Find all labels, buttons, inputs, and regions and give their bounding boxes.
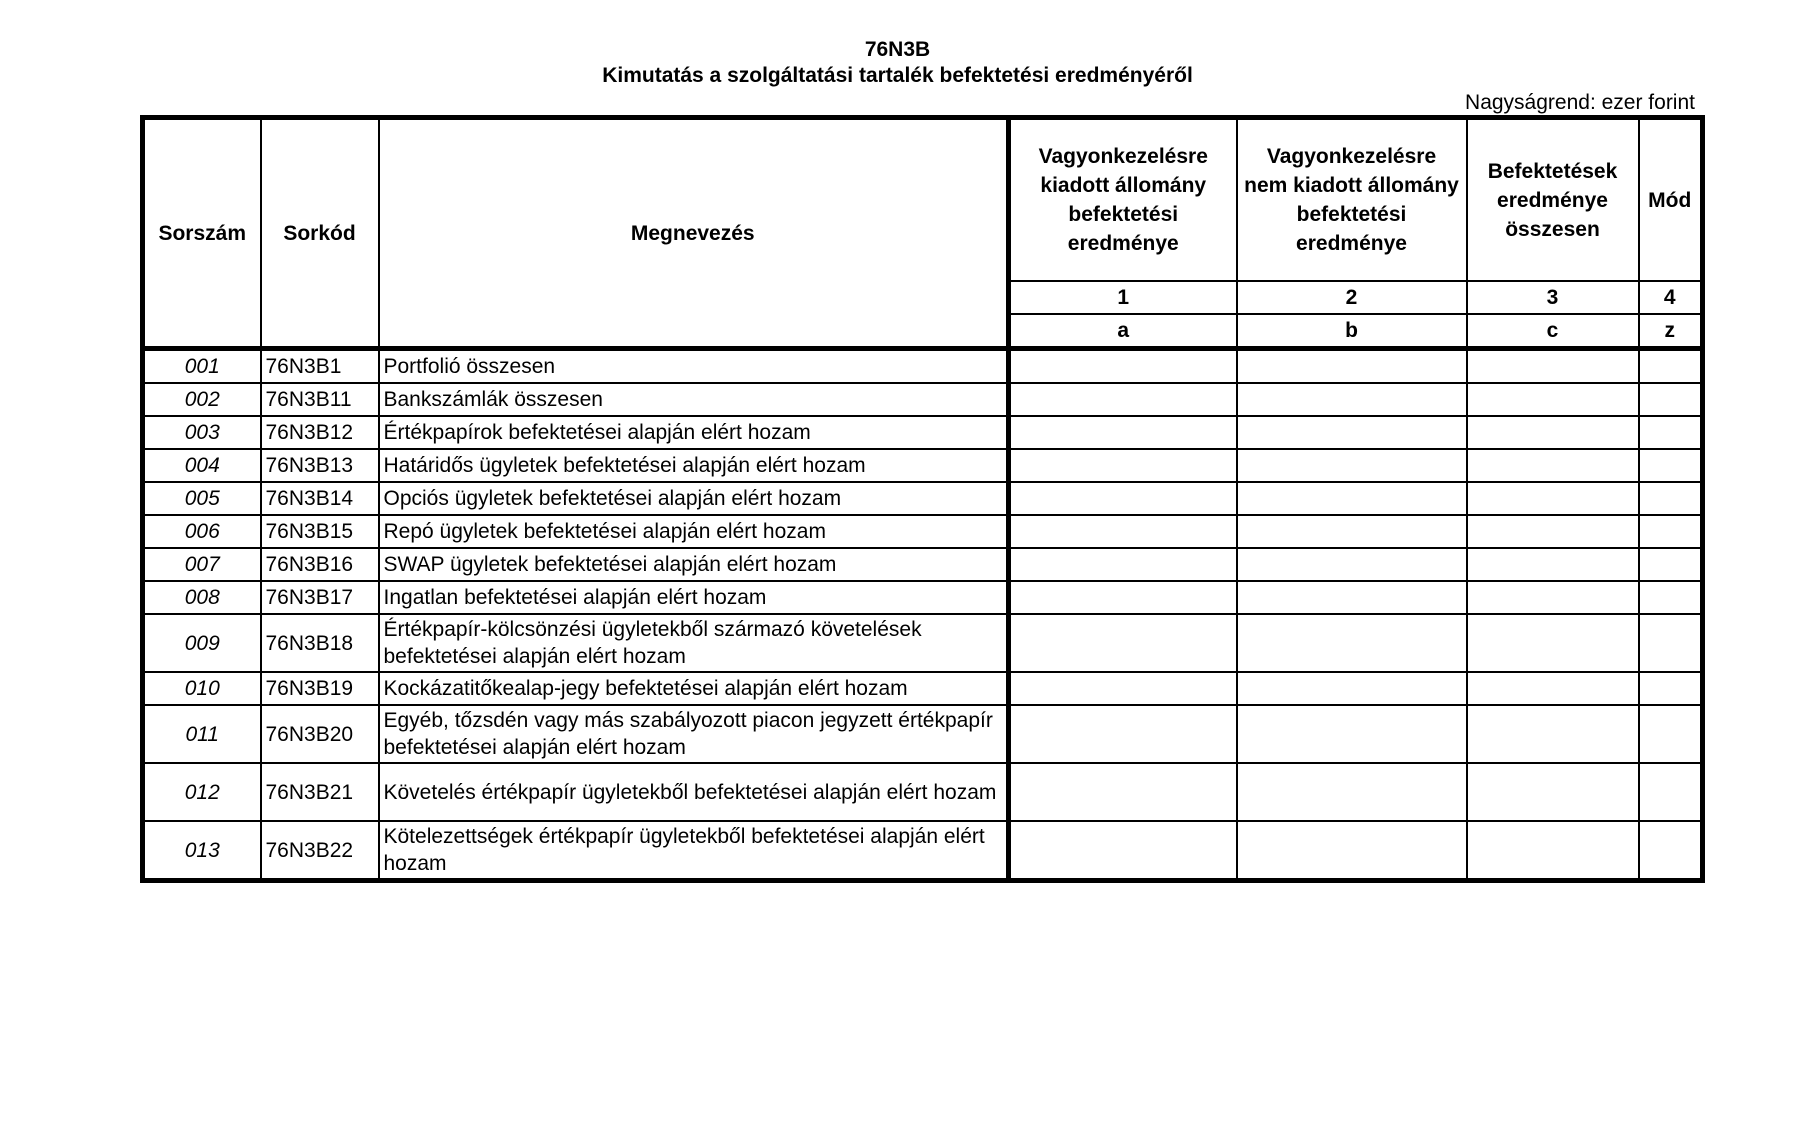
row-sorszam: 001 <box>143 349 261 384</box>
row-megnevezes: SWAP ügyletek befektetései alapján elért hozam <box>379 548 1009 581</box>
row-megnevezes: Kötelezettségek értékpapír ügyletekből befektetései alapján elért hozam <box>379 821 1009 881</box>
table-row <box>143 763 1703 821</box>
cell-z[interactable] <box>1639 383 1703 416</box>
col-header-sorkod: Sorkód <box>261 118 379 349</box>
cell-z[interactable] <box>1639 821 1703 881</box>
table-row <box>143 515 1703 548</box>
row-sorkod: 76N3B16 <box>261 548 379 581</box>
cell-a[interactable] <box>1009 383 1237 416</box>
table-row <box>143 672 1703 705</box>
cell-b[interactable] <box>1237 614 1467 672</box>
col-number-1: 1 <box>1009 281 1237 314</box>
cell-c[interactable] <box>1467 515 1639 548</box>
row-megnevezes: Követelés értékpapír ügyletekből befektetései alapján elért hozam <box>379 763 1009 821</box>
row-sorkod: 76N3B19 <box>261 672 379 705</box>
cell-a[interactable] <box>1009 581 1237 614</box>
cell-a[interactable] <box>1009 821 1237 881</box>
cell-c[interactable] <box>1467 672 1639 705</box>
cell-a[interactable] <box>1009 416 1237 449</box>
cell-c[interactable] <box>1467 614 1639 672</box>
col-header-c1: Vagyonkezelésre kiadott állomány befektetési eredménye <box>1009 118 1237 282</box>
row-megnevezes: Határidős ügyletek befektetései alapján elért hozam <box>379 449 1009 482</box>
col-header-c4: Mód <box>1639 118 1703 282</box>
cell-b[interactable] <box>1237 763 1467 821</box>
cell-z[interactable] <box>1639 349 1703 384</box>
row-sorszam: 006 <box>143 515 261 548</box>
cell-a[interactable] <box>1009 449 1237 482</box>
row-sorkod: 76N3B1 <box>261 349 379 384</box>
cell-z[interactable] <box>1639 672 1703 705</box>
cell-a[interactable] <box>1009 763 1237 821</box>
cell-z[interactable] <box>1639 416 1703 449</box>
cell-b[interactable] <box>1237 349 1467 384</box>
unit-label: Nagyságrend: ezer forint <box>1465 91 1695 114</box>
col-number-3: 3 <box>1467 281 1639 314</box>
cell-c[interactable] <box>1467 449 1639 482</box>
cell-c[interactable] <box>1467 349 1639 384</box>
row-sorkod: 76N3B11 <box>261 383 379 416</box>
col-number-2: 2 <box>1237 281 1467 314</box>
cell-a[interactable] <box>1009 672 1237 705</box>
row-sorkod: 76N3B22 <box>261 821 379 881</box>
cell-z[interactable] <box>1639 614 1703 672</box>
row-sorszam: 002 <box>143 383 261 416</box>
row-megnevezes: Portfolió összesen <box>379 349 1009 384</box>
row-sorkod: 76N3B20 <box>261 705 379 763</box>
col-letter-z: z <box>1639 314 1703 349</box>
cell-b[interactable] <box>1237 482 1467 515</box>
cell-b[interactable] <box>1237 581 1467 614</box>
row-sorszam: 011 <box>143 705 261 763</box>
row-sorszam: 009 <box>143 614 261 672</box>
table-row <box>143 416 1703 449</box>
cell-z[interactable] <box>1639 515 1703 548</box>
cell-a[interactable] <box>1009 482 1237 515</box>
row-sorkod: 76N3B17 <box>261 581 379 614</box>
cell-c[interactable] <box>1467 548 1639 581</box>
cell-b[interactable] <box>1237 515 1467 548</box>
row-sorszam: 010 <box>143 672 261 705</box>
row-megnevezes: Értékpapírok befektetései alapján elért hozam <box>379 416 1009 449</box>
cell-a[interactable] <box>1009 515 1237 548</box>
row-megnevezes: Bankszámlák összesen <box>379 383 1009 416</box>
cell-c[interactable] <box>1467 581 1639 614</box>
cell-b[interactable] <box>1237 821 1467 881</box>
row-megnevezes: Kockázatitőkealap-jegy befektetései alapján elért hozam <box>379 672 1009 705</box>
cell-a[interactable] <box>1009 705 1237 763</box>
col-header-megnevezes: Megnevezés <box>379 118 1009 349</box>
cell-z[interactable] <box>1639 705 1703 763</box>
row-sorkod: 76N3B12 <box>261 416 379 449</box>
cell-b[interactable] <box>1237 383 1467 416</box>
row-sorszam: 012 <box>143 763 261 821</box>
row-megnevezes: Repó ügyletek befektetései alapján elért hozam <box>379 515 1009 548</box>
row-sorszam: 005 <box>143 482 261 515</box>
row-megnevezes: Egyéb, tőzsdén vagy más szabályozott piacon jegyzett értékpapír befektetései alapján elért hozam <box>379 705 1009 763</box>
cell-b[interactable] <box>1237 548 1467 581</box>
table-row <box>143 482 1703 515</box>
col-letter-c: c <box>1467 314 1639 349</box>
cell-a[interactable] <box>1009 349 1237 384</box>
cell-z[interactable] <box>1639 449 1703 482</box>
report-table <box>140 115 1705 883</box>
row-megnevezes: Opciós ügyletek befektetései alapján elért hozam <box>379 482 1009 515</box>
cell-z[interactable] <box>1639 482 1703 515</box>
report-title: Kimutatás a szolgáltatási tartalék befektetési eredményéről <box>602 64 1193 87</box>
table-row <box>143 449 1703 482</box>
col-letter-a: a <box>1009 314 1237 349</box>
cell-a[interactable] <box>1009 614 1237 672</box>
table-row <box>143 614 1703 672</box>
cell-c[interactable] <box>1467 383 1639 416</box>
row-sorszam: 004 <box>143 449 261 482</box>
row-sorszam: 007 <box>143 548 261 581</box>
cell-b[interactable] <box>1237 416 1467 449</box>
cell-b[interactable] <box>1237 672 1467 705</box>
table-row <box>143 349 1703 384</box>
row-sorkod: 76N3B15 <box>261 515 379 548</box>
table-row <box>143 821 1703 881</box>
cell-z[interactable] <box>1639 548 1703 581</box>
col-header-sorszam: Sorszám <box>143 118 261 349</box>
cell-c[interactable] <box>1467 763 1639 821</box>
cell-a[interactable] <box>1009 548 1237 581</box>
cell-c[interactable] <box>1467 416 1639 449</box>
cell-b[interactable] <box>1237 449 1467 482</box>
row-megnevezes: Ingatlan befektetései alapján elért hozam <box>379 581 1009 614</box>
report-code: 76N3B <box>864 38 931 61</box>
cell-c[interactable] <box>1467 482 1639 515</box>
table-row <box>143 383 1703 416</box>
row-sorkod: 76N3B21 <box>261 763 379 821</box>
row-sorkod: 76N3B14 <box>261 482 379 515</box>
row-sorszam: 008 <box>143 581 261 614</box>
row-sorszam: 003 <box>143 416 261 449</box>
row-megnevezes: Értékpapír-kölcsönzési ügyletekből származó követelések befektetései alapján elért hozam <box>379 614 1009 672</box>
cell-c[interactable] <box>1467 705 1639 763</box>
col-header-c2: Vagyonkezelésre nem kiadott állomány befektetési eredménye <box>1237 118 1467 282</box>
col-letter-b: b <box>1237 314 1467 349</box>
cell-b[interactable] <box>1237 705 1467 763</box>
cell-c[interactable] <box>1467 821 1639 881</box>
table-row <box>143 581 1703 614</box>
table-row <box>143 705 1703 763</box>
row-sorkod: 76N3B13 <box>261 449 379 482</box>
col-header-c3: Befektetések eredménye összesen <box>1467 118 1639 282</box>
row-sorszam: 013 <box>143 821 261 881</box>
table-row <box>143 548 1703 581</box>
cell-z[interactable] <box>1639 763 1703 821</box>
cell-z[interactable] <box>1639 581 1703 614</box>
col-number-4: 4 <box>1639 281 1703 314</box>
row-sorkod: 76N3B18 <box>261 614 379 672</box>
